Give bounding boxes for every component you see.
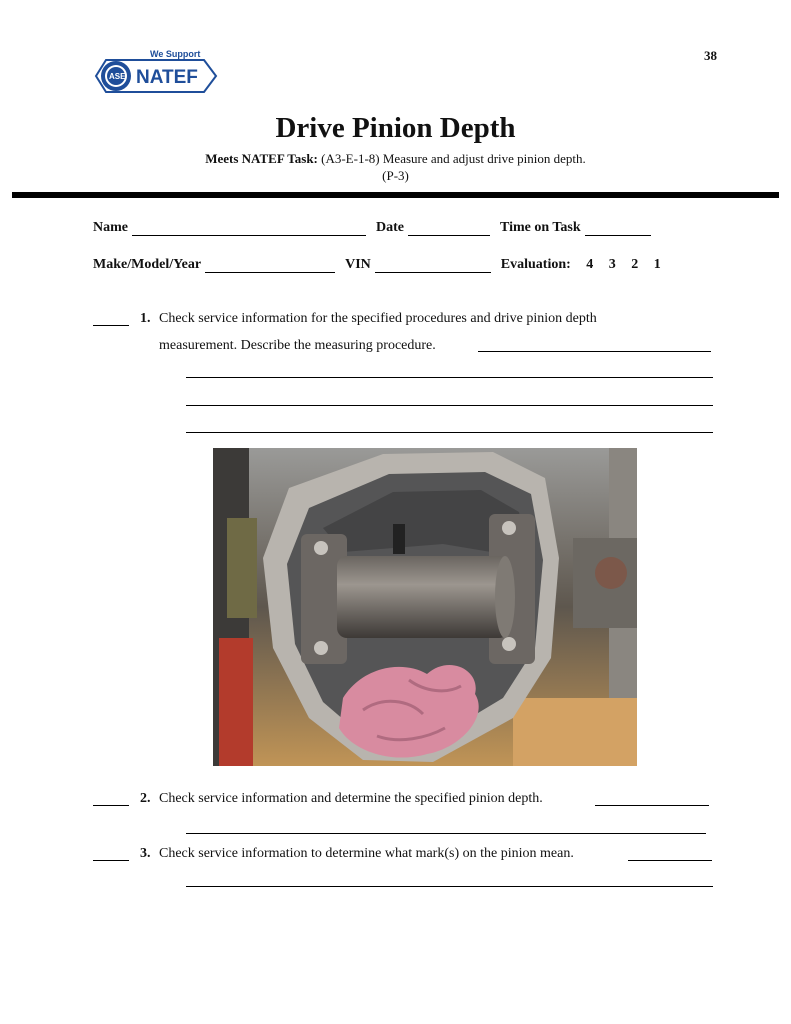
evaluation-label: Evaluation:	[500, 257, 571, 272]
logo-badge-text: ASE	[109, 72, 126, 81]
differential-photo	[213, 448, 637, 766]
task-3-number: 3.	[140, 846, 151, 861]
logo-top-text: We Support	[150, 49, 201, 59]
vin-field[interactable]	[375, 259, 491, 273]
natef-task	[0, 151, 791, 167]
header-divider	[12, 192, 779, 198]
make-model-year-field[interactable]	[205, 259, 335, 273]
task-1-checkbox[interactable]	[93, 312, 129, 326]
page-title: Drive Pinion Depth	[275, 112, 516, 144]
task-1-text-cont: measurement. Describe the measuring procedure.	[159, 338, 436, 353]
task-priority: (P-3)	[382, 168, 409, 183]
task-2-number: 2.	[140, 791, 151, 806]
task-3-answer-line[interactable]	[186, 886, 713, 887]
time-on-task-field[interactable]	[585, 222, 651, 236]
evaluation-score-3[interactable]: 3	[608, 257, 616, 272]
task-1-text: Check service information for the specified procedures and drive pinion depth	[159, 311, 597, 326]
task-label: Meets NATEF Task:	[205, 151, 318, 166]
evaluation-score-1[interactable]: 1	[653, 257, 661, 272]
evaluation	[501, 257, 661, 273]
evaluation-score-4[interactable]: 4	[586, 257, 594, 272]
info-row-2	[93, 257, 661, 273]
task-text: (A3-E-1-8) Measure and adjust drive pinion depth.	[321, 151, 586, 166]
natef-logo	[92, 46, 222, 106]
task-3-checkbox[interactable]	[93, 847, 129, 861]
task-2-checkbox[interactable]	[93, 792, 129, 806]
logo-brand-text: NATEF	[136, 67, 198, 88]
name-field[interactable]	[132, 222, 366, 236]
page-number: 38	[704, 48, 717, 63]
vin-label: VIN	[345, 257, 371, 272]
date-field[interactable]	[408, 222, 490, 236]
task-2-text: Check service information and determine the specified pinion depth.	[159, 791, 543, 806]
make-model-year-label: Make/Model/Year	[93, 257, 202, 272]
info-row-1	[93, 220, 661, 236]
task-1-answer-line[interactable]	[186, 432, 713, 433]
date-label: Date	[376, 220, 404, 235]
task-2-answer-line[interactable]	[186, 833, 706, 834]
task-2-answer-line[interactable]	[595, 805, 709, 806]
task-1-answer-line[interactable]	[186, 405, 713, 406]
task-3-answer-line[interactable]	[628, 860, 712, 861]
task-1-answer-line[interactable]	[186, 377, 713, 378]
evaluation-score-2[interactable]: 2	[631, 257, 639, 272]
task-3-text: Check service information to determine what mark(s) on the pinion mean.	[159, 846, 574, 861]
task-1-answer-line[interactable]	[478, 351, 711, 352]
time-on-task-label: Time on Task	[500, 220, 581, 235]
task-1-number: 1.	[140, 311, 151, 326]
name-label: Name	[93, 220, 128, 235]
